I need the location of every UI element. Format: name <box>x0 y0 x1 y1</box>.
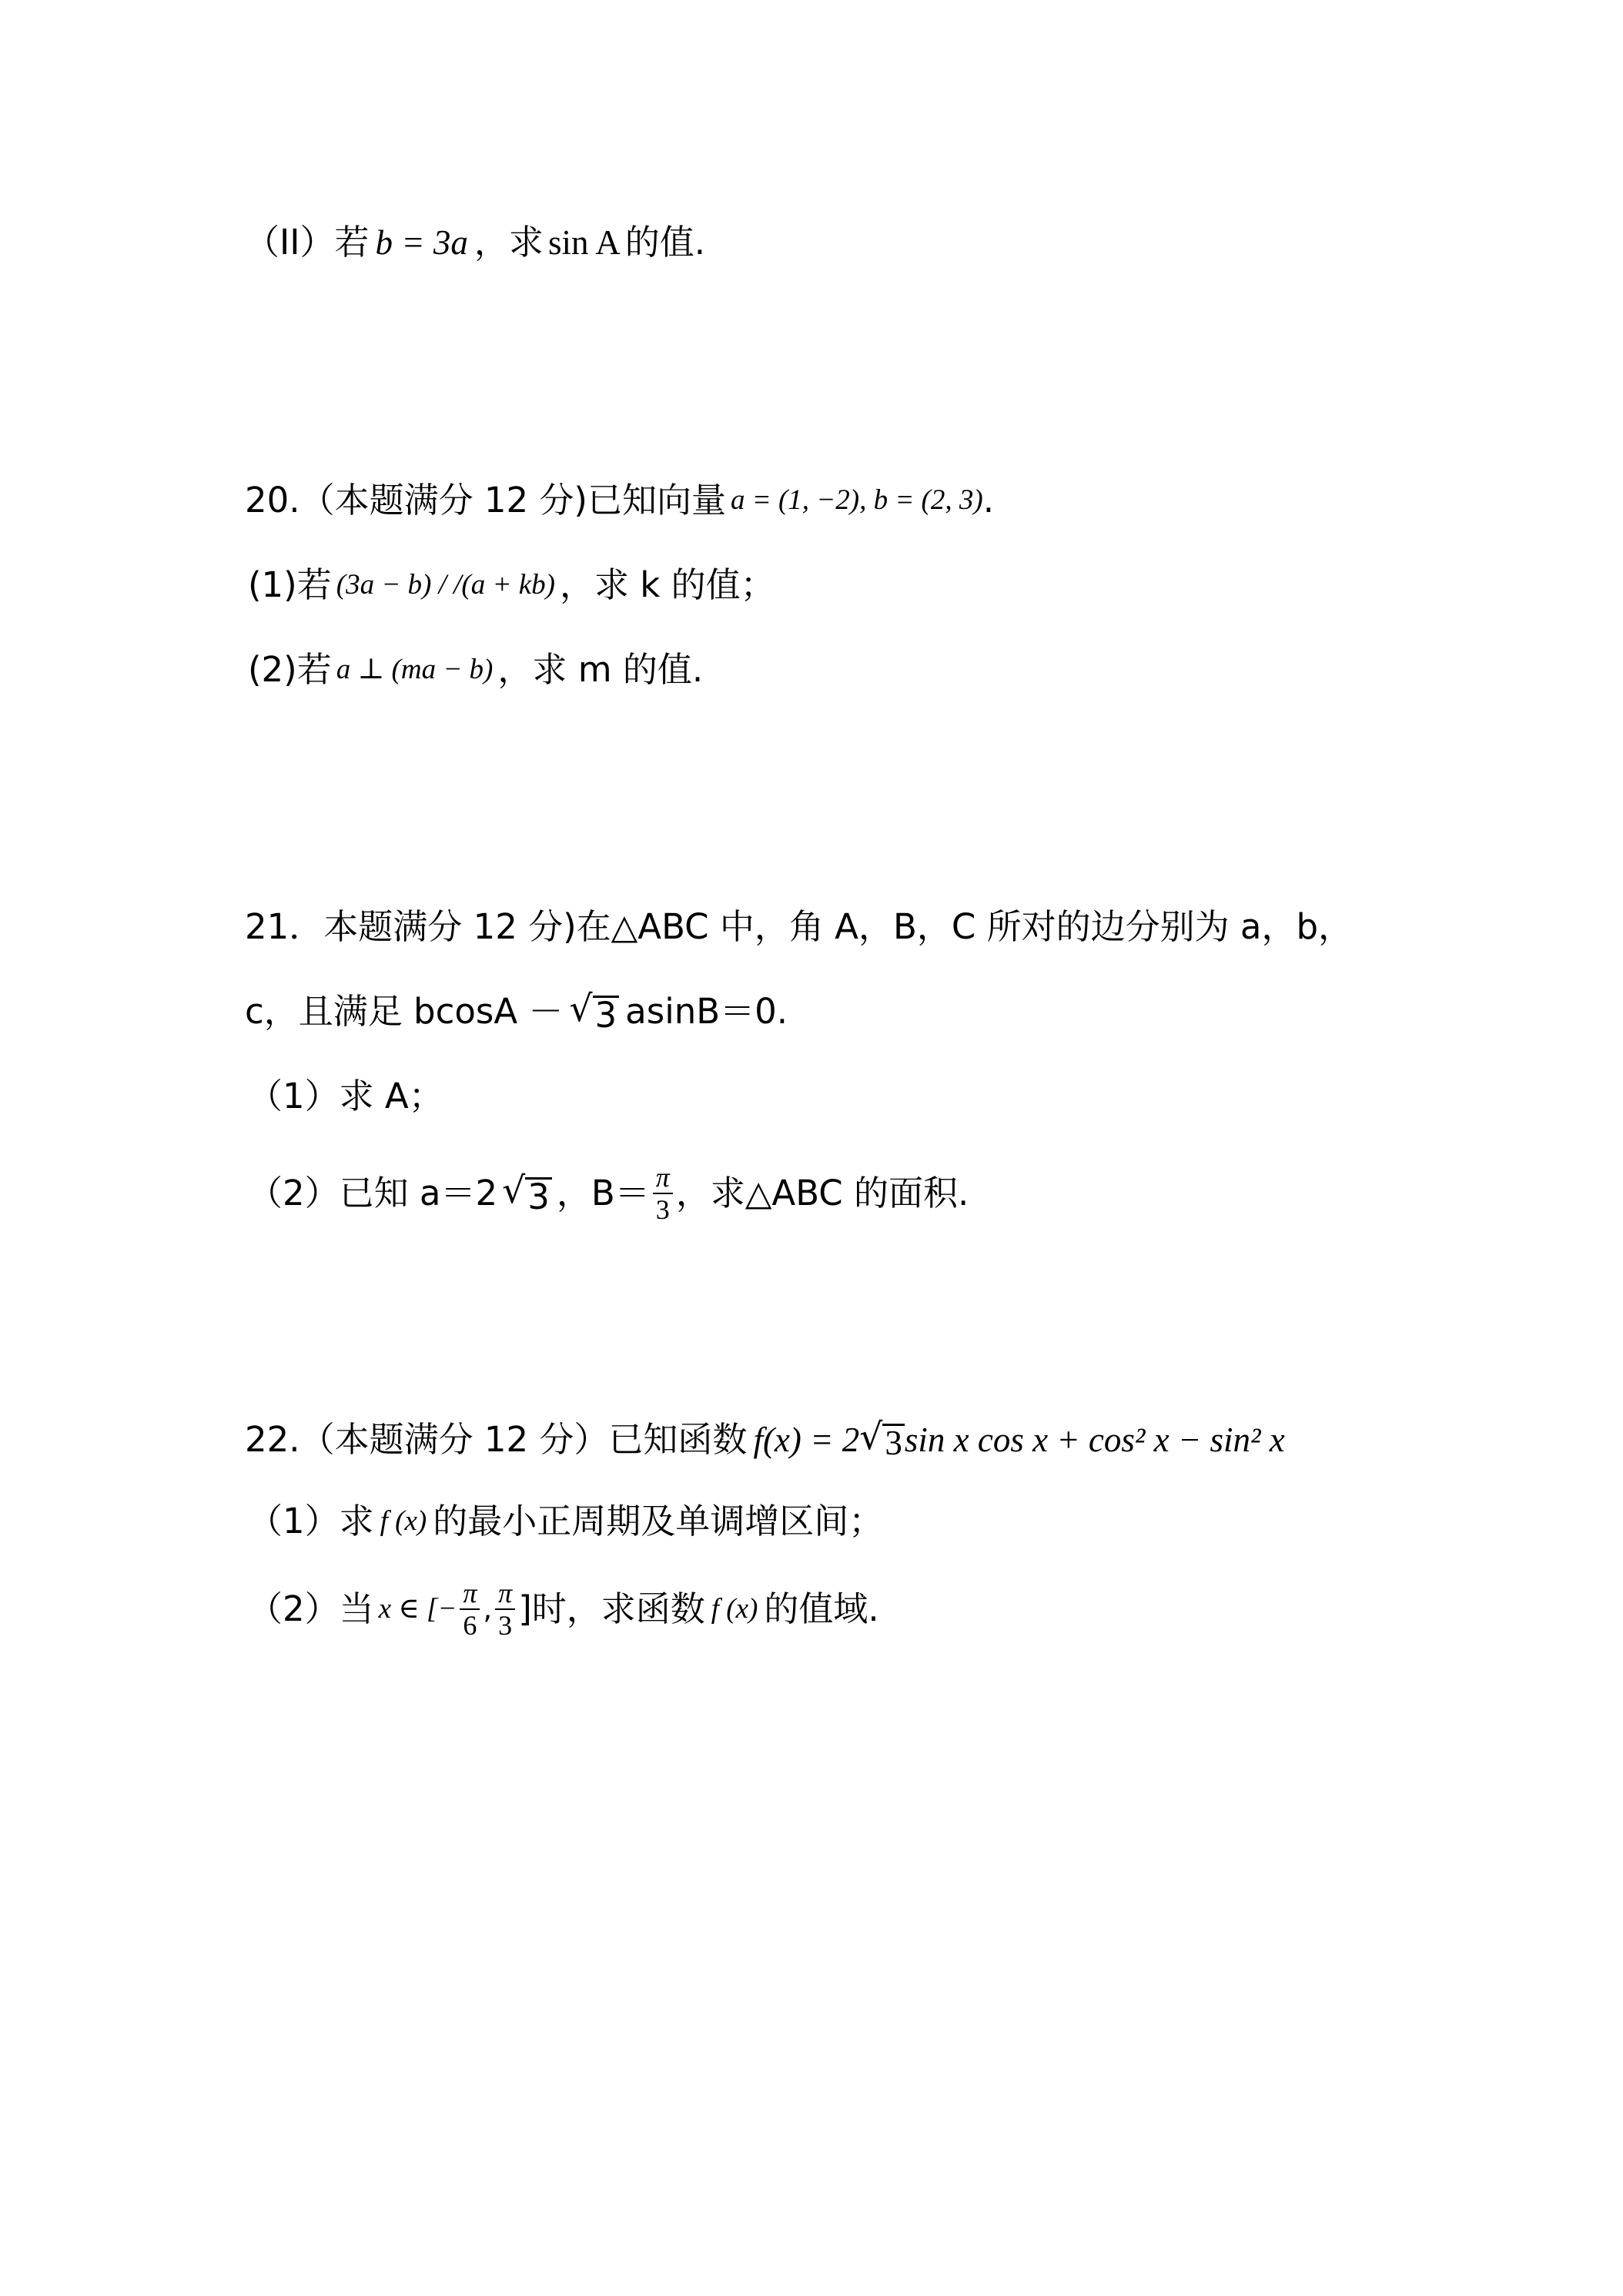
q22-part1-suffix: 的最小正周期及单调增区间； <box>433 1501 884 1541</box>
q21-part2-line <box>248 1159 969 1228</box>
q21-line2-suffix: asinB＝0. <box>625 991 788 1032</box>
q21-line2-sqrt-value: 3 <box>593 996 620 1033</box>
q21-line1-text: 21．本题满分 12 分)在△ABC 中，角 A，B，C 所对的边分别为 a，b， <box>245 906 1354 947</box>
q20-part1-line <box>248 562 775 608</box>
q22-function-rest: sin x cos x + cos² x − sin² x <box>904 1421 1285 1459</box>
q19-part2-equation: b = 3a <box>375 223 468 262</box>
q21-part1: （1）求 A； <box>248 1076 443 1116</box>
q20-part2-prefix: (2)若 <box>248 649 332 690</box>
q21-line2-sqrt <box>569 988 619 1036</box>
q20-part2-line <box>248 647 703 693</box>
comma: , <box>483 1592 493 1625</box>
q20-header-line <box>245 477 994 524</box>
q20-header: 20.（本题满分 12 分)已知向量 <box>245 480 726 520</box>
q21-line2-prefix: c，且满足 bcosA － <box>245 991 564 1032</box>
q22-part2-interval-start: x ∈ [− <box>378 1593 457 1625</box>
q20-header-end: . <box>982 480 995 520</box>
q21-part2-sqrt <box>502 1170 552 1217</box>
q21-line1 <box>245 904 1353 950</box>
q21-part2-mid: ，B＝ <box>556 1173 650 1213</box>
fraction-denominator: 3 <box>655 1194 670 1225</box>
q22-header-line <box>245 1417 1285 1463</box>
fraction-denominator: 6 <box>463 1610 477 1641</box>
q20-part1-suffix: ，求 k 的值； <box>559 564 775 605</box>
q19-part2-mid: ，求 <box>474 222 544 263</box>
q22-part2-prefix: （2）当 <box>248 1588 374 1629</box>
fraction-numerator: π <box>495 1579 515 1610</box>
q22-part1-fx: f (x) <box>380 1505 427 1537</box>
q22-function-sqrt-value: 3 <box>882 1424 905 1461</box>
q19-part2-line <box>245 219 705 266</box>
q21-part2-prefix: （2）已知 a＝2 <box>248 1173 498 1213</box>
q22-part2-fx: f (x) <box>711 1593 758 1625</box>
q22-part2-fraction-2 <box>495 1579 515 1639</box>
q22-part2-interval-end: ]时，求函数 <box>518 1588 705 1629</box>
q22-function-sqrt <box>859 1416 905 1462</box>
q21-part2-suffix: ，求△ABC 的面积. <box>675 1173 969 1213</box>
q21-part1-line <box>248 1073 443 1120</box>
q22-part2-line <box>248 1571 879 1648</box>
q21-part2-fraction <box>653 1163 673 1223</box>
q22-part2-suffix: 的值域. <box>764 1588 879 1629</box>
q20-part1-expression: (3a − b) / /(a + kb) <box>336 569 555 601</box>
fraction-numerator: π <box>653 1163 673 1194</box>
fraction-numerator: π <box>460 1579 480 1610</box>
radical-icon: √ <box>502 1170 526 1212</box>
q19-part2-prefix: （II）若 <box>245 222 370 263</box>
radical-icon: √ <box>569 988 593 1030</box>
q22-function-start: f(x) = 2 <box>753 1421 860 1459</box>
q20-part2-suffix: ，求 m 的值. <box>497 649 704 690</box>
q22-part2-fraction-1 <box>460 1579 480 1639</box>
q19-part2-expression: sin A <box>547 223 621 262</box>
fraction-denominator: 3 <box>498 1610 513 1641</box>
q21-part2-sqrt-value: 3 <box>525 1177 552 1214</box>
q21-line2 <box>245 989 788 1035</box>
q19-part2-suffix: 的值. <box>624 222 706 263</box>
q20-vectors: a = (1, −2), b = (2, 3) <box>731 484 983 516</box>
radical-icon: √ <box>859 1416 883 1458</box>
q22-part1-prefix: （1）求 <box>248 1501 374 1541</box>
q20-part2-expression: a ⊥ (ma − b) <box>336 654 494 685</box>
q20-part1-prefix: (1)若 <box>248 564 332 605</box>
q22-header: 22.（本题满分 12 分）已知函数 <box>245 1419 748 1460</box>
q22-part1-line <box>248 1498 883 1545</box>
